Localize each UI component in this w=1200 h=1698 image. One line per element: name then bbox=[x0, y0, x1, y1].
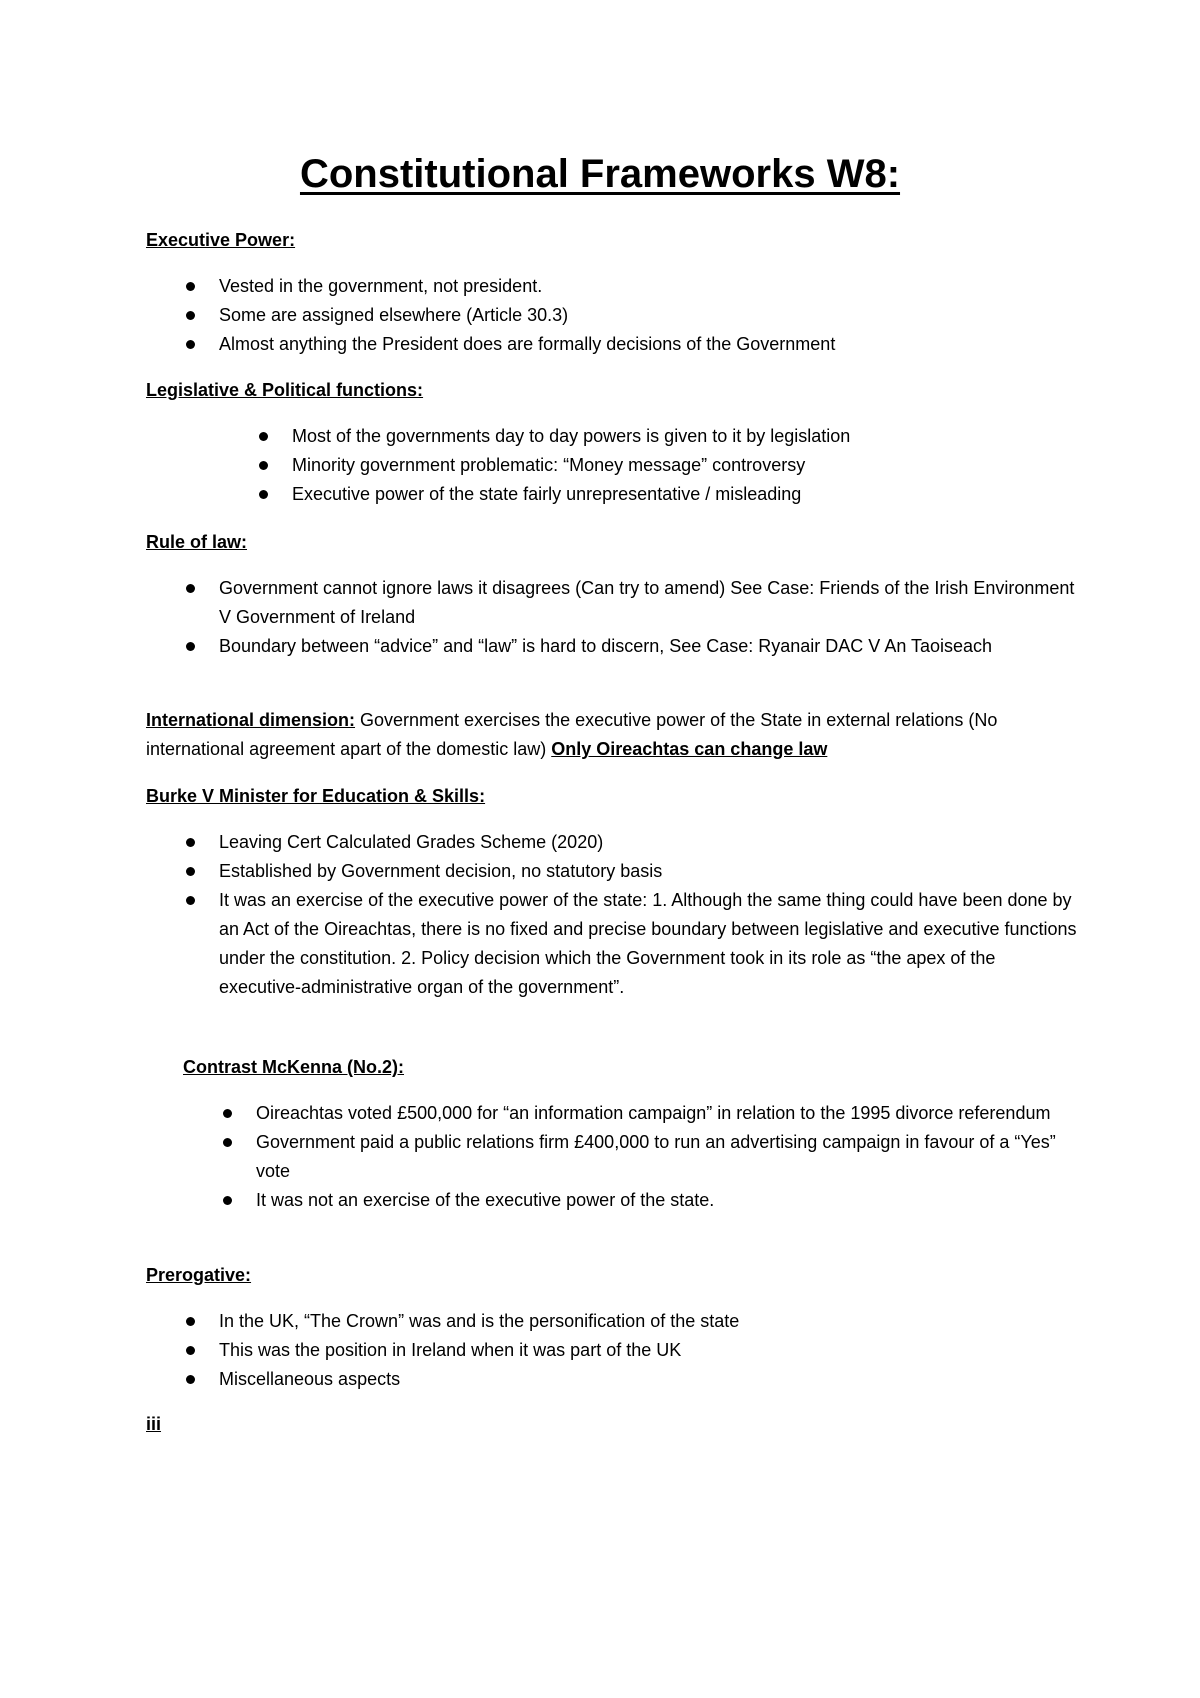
bullet-icon bbox=[223, 1138, 232, 1147]
bullet-icon bbox=[223, 1109, 232, 1118]
heading-rule-of-law: Rule of law: bbox=[146, 532, 248, 552]
list-item: Minority government problematic: “Money message” controversy bbox=[292, 451, 1092, 480]
heading-international-dimension: International dimension: bbox=[146, 710, 356, 730]
bullet-icon bbox=[186, 311, 195, 320]
heading-mckenna-contrast: Contrast McKenna (No.2): bbox=[183, 1057, 405, 1077]
bullet-icon bbox=[259, 432, 268, 441]
list-prerogative bbox=[219, 1307, 1079, 1394]
list-item: Boundary between “advice” and “law” is hard to discern, See Case: Ryanair DAC V An Taoiseach bbox=[219, 632, 1079, 661]
bullet-icon bbox=[186, 867, 195, 876]
list-item: Government cannot ignore laws it disagrees (Can try to amend) See Case: Friends of the Irish Environment V Government of Ireland bbox=[219, 574, 1079, 632]
list-item: Government paid a public relations firm £400,000 to run an advertising campaign in favour of a “Yes” vote bbox=[256, 1128, 1076, 1186]
list-item: It was an exercise of the executive power of the state: 1. Although the same thing could have been done by an Act of the Oireachtas, there is no fixed and precise boundary between legislative and executive functions under the constitution. 2. Policy decision which the Government took in its role as “the apex of the executive-administrative organ of the government”. bbox=[219, 886, 1079, 1002]
bullet-icon bbox=[186, 584, 195, 593]
list-legislative-political bbox=[292, 422, 1092, 509]
list-item: Almost anything the President does are formally decisions of the Government bbox=[219, 330, 1079, 359]
bullet-icon bbox=[186, 1346, 195, 1355]
bullet-icon bbox=[186, 642, 195, 651]
bullet-icon bbox=[223, 1196, 232, 1205]
list-item: Vested in the government, not president. bbox=[219, 272, 1079, 301]
list-rule-of-law bbox=[219, 574, 1079, 661]
list-item: In the UK, “The Crown” was and is the personification of the state bbox=[219, 1307, 1079, 1336]
list-mckenna-contrast bbox=[256, 1099, 1076, 1215]
list-item: This was the position in Ireland when it was part of the UK bbox=[219, 1336, 1079, 1365]
bullet-icon bbox=[186, 340, 195, 349]
list-item: It was not an exercise of the executive power of the state. bbox=[256, 1186, 1076, 1215]
emphasis-only-oireachtas: Only Oireachtas can change law bbox=[551, 739, 828, 759]
bullet-icon bbox=[186, 1375, 195, 1384]
bullet-icon bbox=[186, 1317, 195, 1326]
list-item: Leaving Cert Calculated Grades Scheme (2020) bbox=[219, 828, 1079, 857]
heading-executive-power: Executive Power: bbox=[146, 230, 296, 250]
heading-trailing-iii: iii bbox=[146, 1414, 162, 1434]
heading-legislative-political: Legislative & Political functions: bbox=[146, 380, 424, 400]
list-item: Executive power of the state fairly unrepresentative / misleading bbox=[292, 480, 1092, 509]
heading-burke-case: Burke V Minister for Education & Skills: bbox=[146, 786, 486, 806]
list-item: Miscellaneous aspects bbox=[219, 1365, 1079, 1394]
list-item: Some are assigned elsewhere (Article 30.3) bbox=[219, 301, 1079, 330]
bullet-icon bbox=[259, 490, 268, 499]
bullet-icon bbox=[186, 282, 195, 291]
bullet-icon bbox=[259, 461, 268, 470]
list-item: Oireachtas voted £500,000 for “an information campaign” in relation to the 1995 divorce referendum bbox=[256, 1099, 1076, 1128]
list-item: Established by Government decision, no statutory basis bbox=[219, 857, 1079, 886]
list-item: Most of the governments day to day powers is given to it by legislation bbox=[292, 422, 1092, 451]
international-dimension-paragraph: International dimension: Government exercises the executive power of the State in external relations (No international agreement apart of the domestic law) Only Oireachtas can change law bbox=[146, 710, 998, 759]
bullet-icon bbox=[186, 838, 195, 847]
bullet-icon bbox=[186, 896, 195, 905]
heading-prerogative: Prerogative: bbox=[146, 1265, 252, 1285]
page-title: Constitutional Frameworks W8: bbox=[299, 152, 901, 196]
list-burke-case bbox=[219, 828, 1079, 1002]
list-executive-power bbox=[219, 272, 1079, 359]
